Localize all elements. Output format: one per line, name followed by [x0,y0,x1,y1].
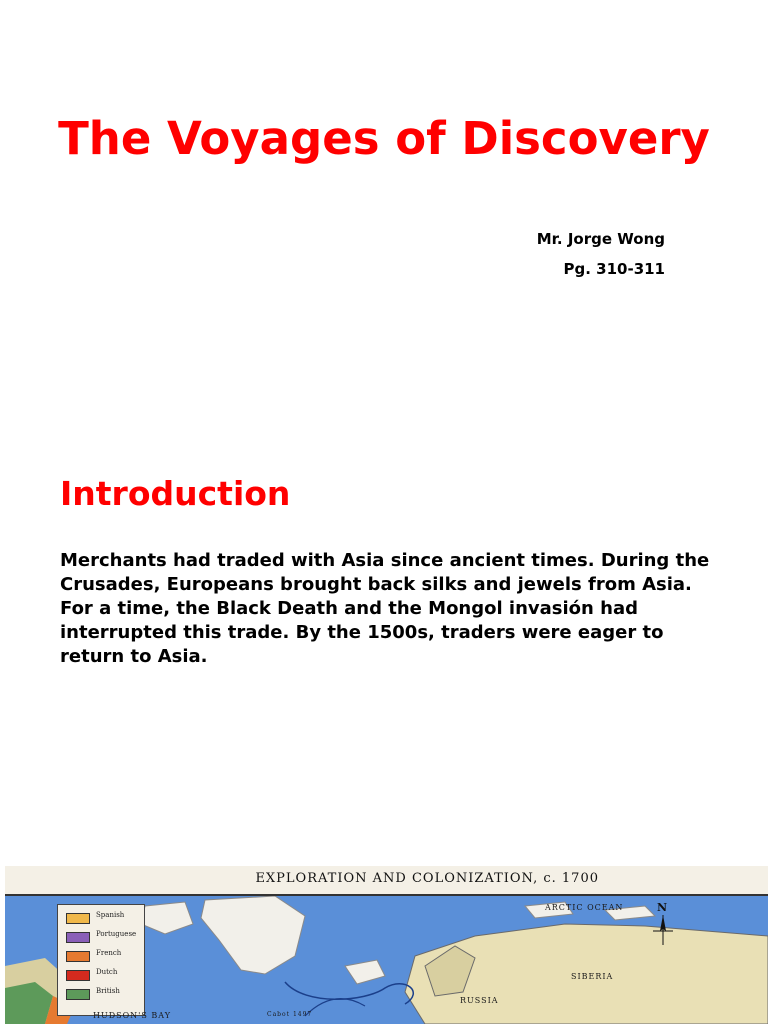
map-title: EXPLORATION AND COLONIZATION, c. 1700 [255,871,599,886]
compass-north-label: N [657,901,668,914]
legend-swatch-portuguese [66,932,90,943]
map-title-bar [5,866,768,896]
label-arctic-ocean: ARCTIC OCEAN [545,903,624,912]
legend-swatch-dutch [66,970,90,981]
map-legend [57,904,145,1016]
label-hudsons-bay: HUDSON'S BAY [93,1011,172,1020]
author-name: Mr. Jorge Wong [536,230,665,248]
intro-paragraph: Merchants had traded with Asia since ancient times. During the Crusades, Europeans brought back silks and jewels from Asia. For a time, the Black Death and the Mongol invasión had interrupted this trade. By the 1500s, traders were eager to return to Asia. [60,550,710,667]
intro-heading: Introduction [60,474,291,513]
label-siberia: SIBERIA [571,972,614,981]
legend-label: French [96,949,122,957]
legend-label: Spanish [96,911,125,919]
legend-label: Dutch [96,968,118,976]
label-cabot: Cabot 1497 [267,1011,313,1018]
legend-swatch-french [66,951,90,962]
legend-label: Portuguese [96,930,137,938]
legend-label: British [96,987,120,995]
label-russia: RUSSIA [460,996,499,1005]
page-reference: Pg. 310-311 [563,260,665,278]
compass-rose [651,901,675,947]
exploration-map [5,866,768,1024]
legend-swatch-spanish [66,913,90,924]
compass-icon [651,901,675,947]
slide-title: The Voyages of Discovery [58,112,710,165]
legend-swatch-british [66,989,90,1000]
